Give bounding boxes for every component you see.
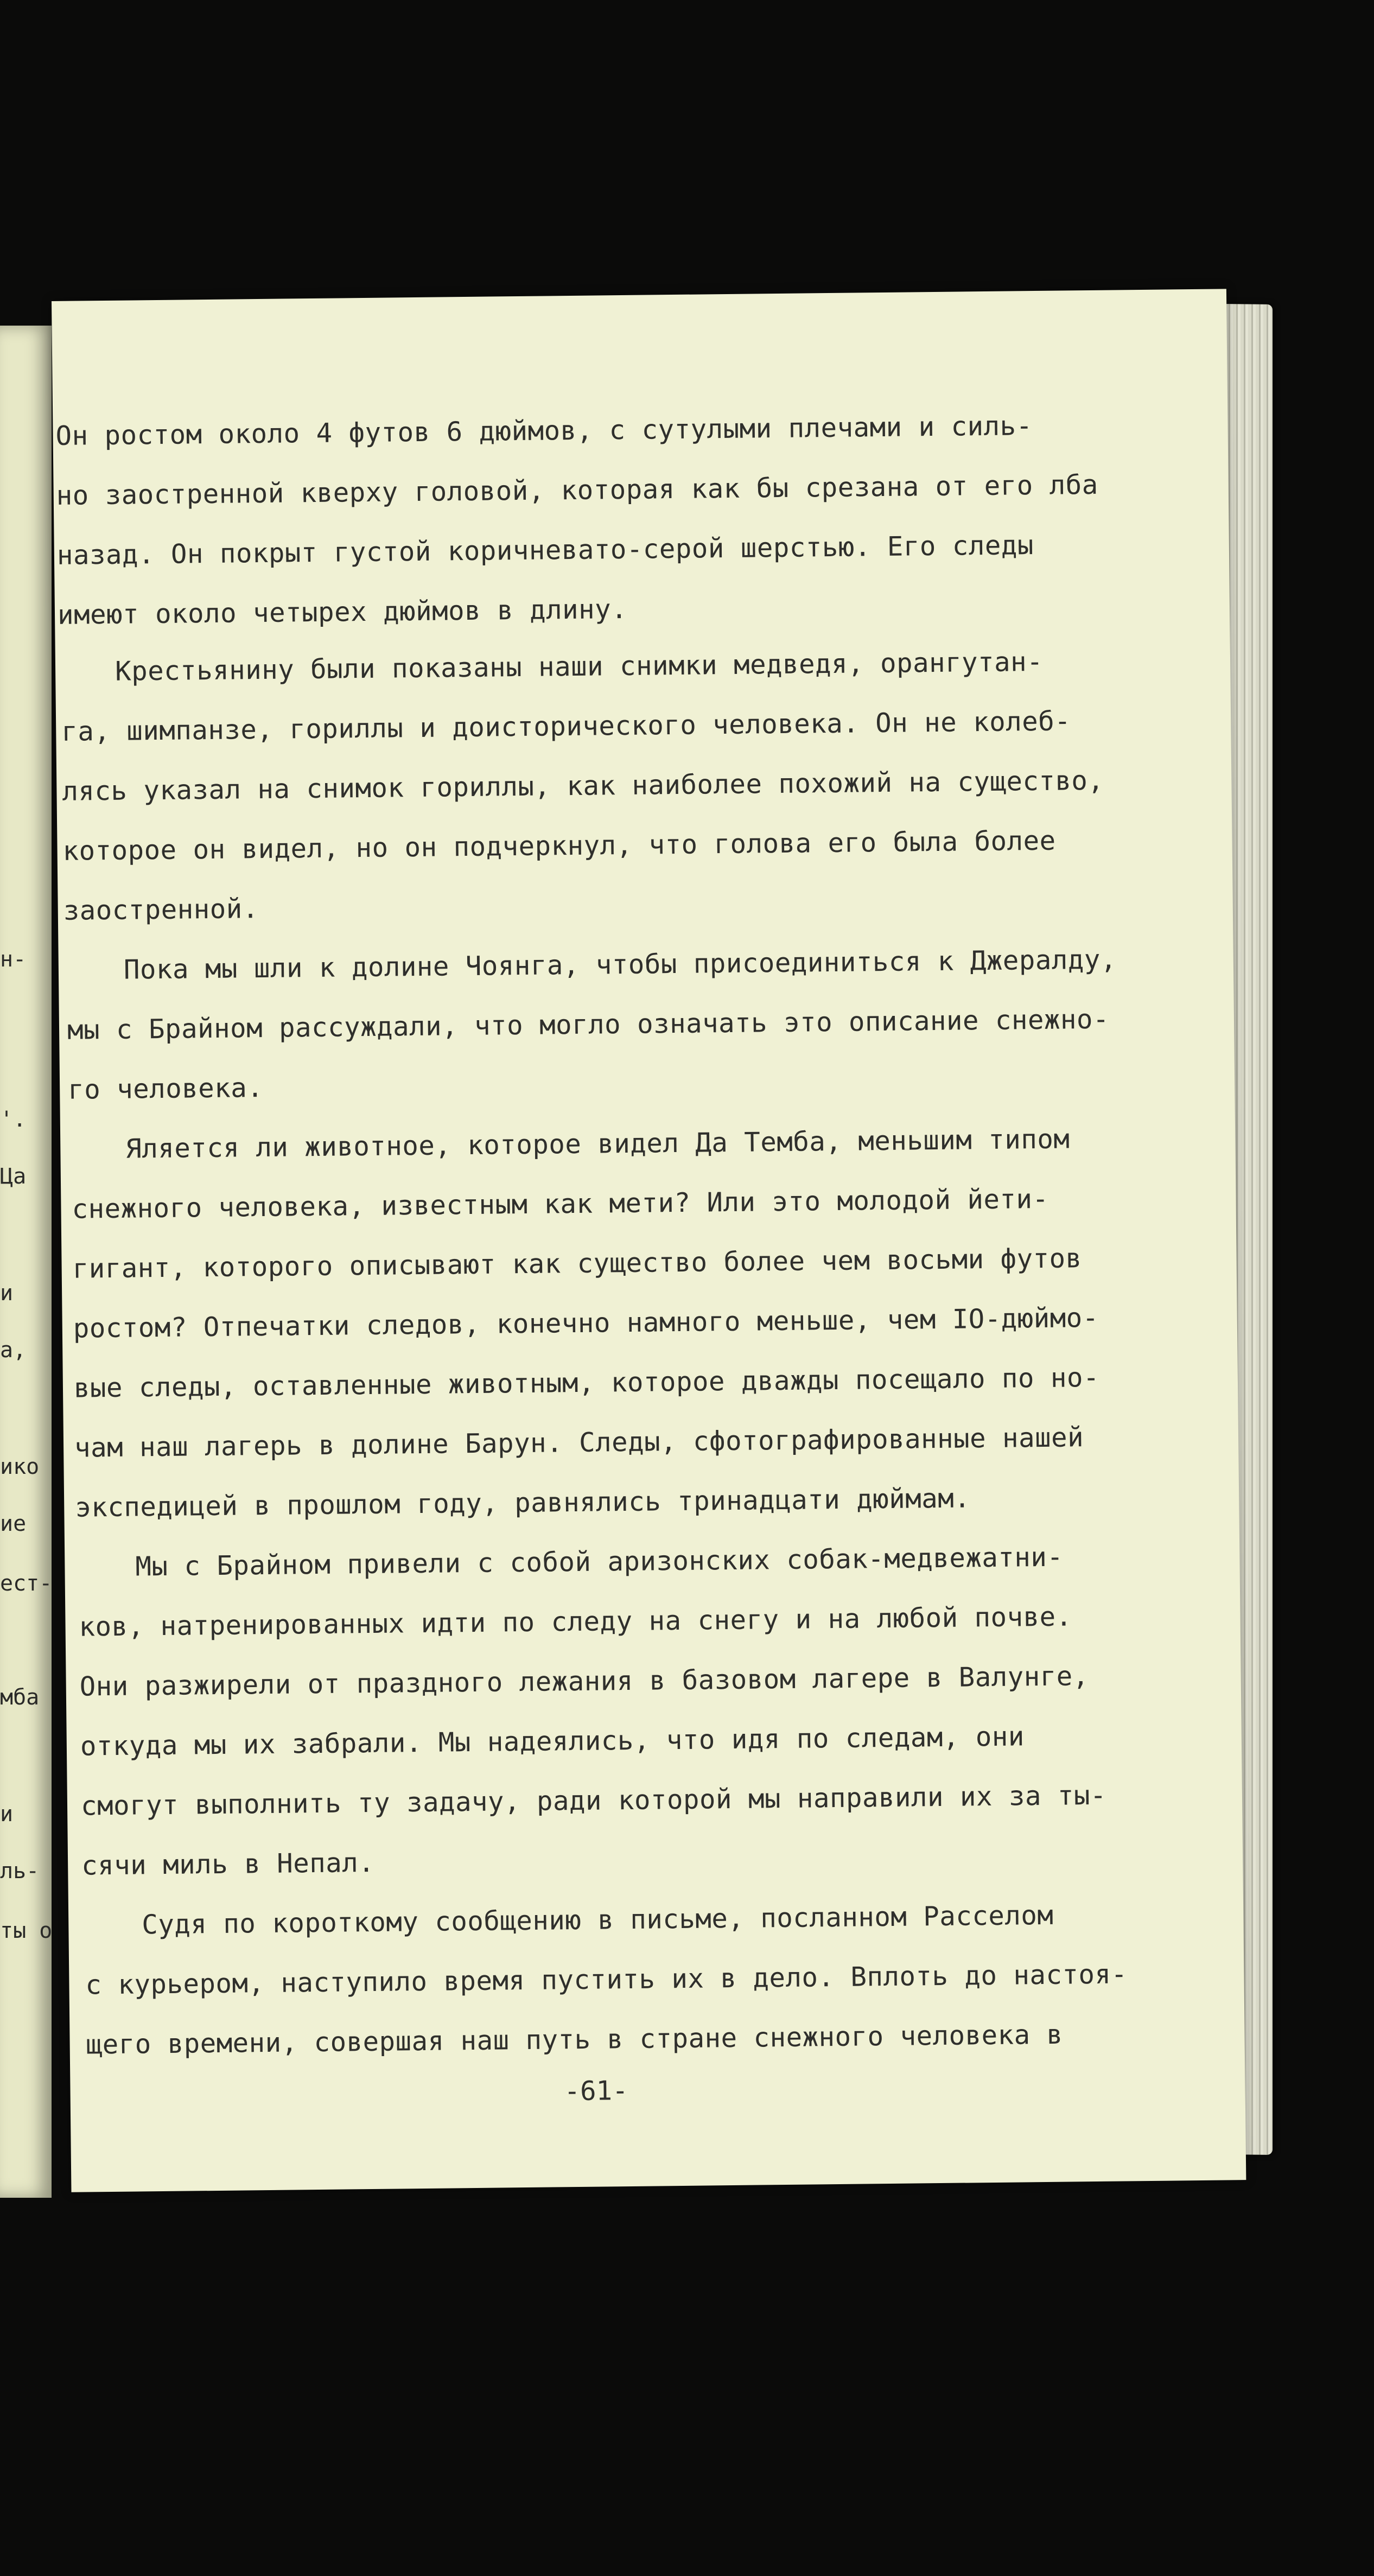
text-line: с курьером, наступило время пустить их в дело. Вплоть до настоя-: [85, 1958, 1128, 2001]
text-line: сячи миль в Непал.: [81, 1847, 375, 1881]
text-line: щего времени, совершая наш путь в стране снежного человека в: [86, 2019, 1063, 2060]
left-fragment: '.: [0, 1107, 27, 1132]
text-line: Яляется ли животное, которое видел Да Темба, меньшим типом: [125, 1123, 1070, 1165]
text-line: но заостренной кверху головой, которая как бы срезана от его лба: [56, 469, 1098, 511]
text-line: ков, натренированных идти по следу на снегу и на любой почве.: [79, 1601, 1072, 1643]
left-fragment: н-: [0, 947, 27, 972]
text-line: мы с Брайном рассуждали, что могло означать это описание снежно-: [67, 1003, 1110, 1046]
text-line: снежного человека, известным как мети? Или это молодой йети-: [72, 1183, 1049, 1225]
text-line: заостренной.: [63, 893, 259, 926]
text-line: которое он видел, но он подчеркнул, что голова его была более: [62, 825, 1056, 867]
text-line: гигант, которого описывают как существо более чем восьми футов: [72, 1243, 1082, 1284]
text-line: Судя по короткому сообщению в письме, посланном Расселом: [142, 1899, 1054, 1941]
left-fragment: мба: [0, 1685, 40, 1710]
text-line: Он ростом около 4 футов 6 дюймов, с сутулыми плечами и силь-: [55, 410, 1033, 451]
left-fragment: ль-: [0, 1859, 40, 1884]
left-fragment: ико: [0, 1454, 40, 1479]
left-fragment: ие: [0, 1511, 27, 1536]
text-line: назад. Он покрыт густой коричневато-серой шерстью. Его следы: [56, 530, 1034, 571]
text-line: го человека.: [67, 1072, 264, 1105]
text-line: Мы с Брайном привели с собой аризонских собак-медвежатни-: [135, 1541, 1064, 1582]
text-line: смогут выполнить ту задачу, ради которой мы направили их за ты-: [80, 1779, 1107, 1822]
text-line: Они разжирели от праздного лежания в базовом лагере в Валунге,: [79, 1661, 1089, 1702]
page-number: -61-: [564, 2075, 628, 2107]
left-fragment: а,: [0, 1338, 27, 1363]
text-line: чам наш лагерь в долине Барун. Следы, сфотографированные нашей: [74, 1422, 1084, 1464]
page-text: [52, 289, 1226, 2060]
text-line: лясь указал на снимок гориллы, как наиболее похожий на существо,: [62, 765, 1104, 807]
text-line: экспедицей в прошлом году, равнялись тринадцати дюймам.: [74, 1483, 971, 1523]
left-fragment: ты о: [0, 1918, 53, 1943]
previous-page-edge: [0, 326, 52, 2198]
text-line: га, шимпанзе, гориллы и доисторического человека. Он не колеб-: [61, 705, 1071, 747]
document-page: [52, 289, 1246, 2192]
text-line: вые следы, оставленные животным, которое дважды посещало по но-: [73, 1362, 1100, 1404]
left-fragment: Ца: [0, 1164, 27, 1189]
left-fragment: ест-: [0, 1571, 53, 1596]
text-line: имеют около четырех дюймов в длину.: [57, 593, 628, 631]
text-line: Пока мы шли к долине Чоянга, чтобы присоединиться к Джералду,: [123, 944, 1117, 985]
text-line: Крестьянину были показаны наши снимки медведя, орангутан-: [114, 646, 1044, 687]
left-fragment: и: [0, 1802, 14, 1827]
text-line: ростом? Отпечатки следов, конечно намного меньше, чем IO-дюймо-: [73, 1302, 1099, 1344]
left-fragment: и: [0, 1281, 14, 1306]
text-line: откуда мы их забрали. Мы надеялись, что идя по следам, они: [80, 1721, 1025, 1762]
